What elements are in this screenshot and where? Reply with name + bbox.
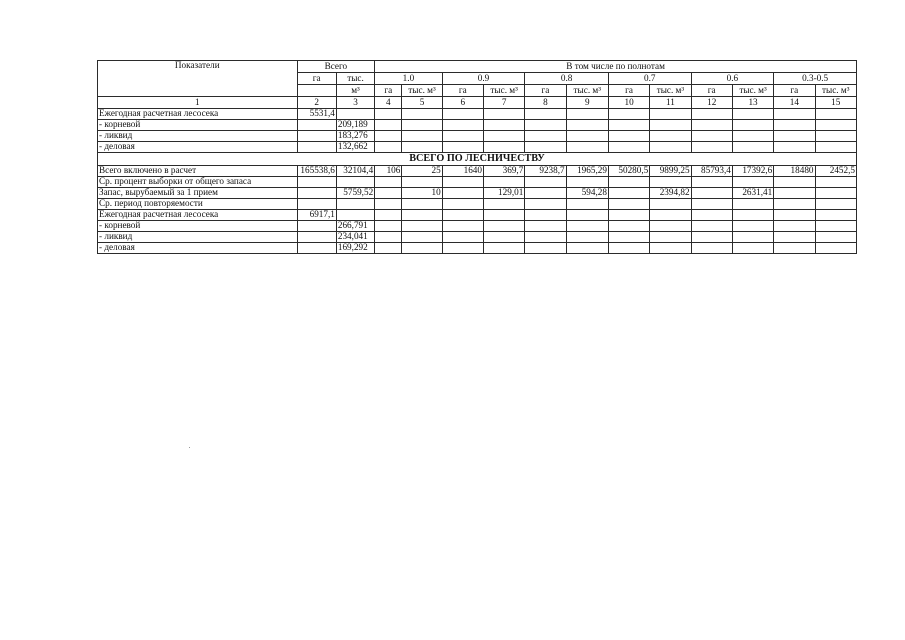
cell [566, 109, 608, 120]
cell [566, 199, 608, 210]
cell [732, 232, 773, 243]
col-number: 4 [375, 97, 402, 109]
cell [774, 120, 815, 131]
cell [774, 221, 815, 232]
table-row [98, 188, 857, 199]
cell [442, 243, 483, 254]
row-label: - деловая [98, 243, 298, 254]
cell [815, 243, 857, 254]
cell [815, 210, 857, 221]
header-ha: га [375, 85, 402, 97]
cell [650, 210, 691, 221]
table-body [98, 61, 857, 166]
cell: 5531,4 [297, 109, 336, 120]
cell [691, 131, 732, 142]
cell [566, 120, 608, 131]
header-m3: м³ [336, 85, 374, 97]
cell [650, 109, 691, 120]
cell: 129,01 [483, 188, 524, 199]
cell [483, 243, 524, 254]
cell [297, 221, 336, 232]
cell [732, 177, 773, 188]
cell [732, 221, 773, 232]
cell [402, 131, 442, 142]
header-thousand-m3: тыс. м³ [402, 85, 442, 97]
row-label: - корневой [98, 120, 298, 131]
cell [402, 109, 442, 120]
cell [442, 177, 483, 188]
cell [375, 221, 402, 232]
col-number: 2 [297, 97, 336, 109]
cell [402, 120, 442, 131]
cell [815, 142, 857, 153]
header-blank [297, 85, 336, 97]
cell [650, 221, 691, 232]
cell [608, 199, 649, 210]
row-label: Всего включено в расчет [98, 166, 298, 177]
cell [525, 221, 566, 232]
header-ha: га [297, 73, 336, 85]
header-ha: га [691, 85, 732, 97]
cell: 17392,6 [732, 166, 773, 177]
table-row [98, 142, 857, 153]
cell [732, 142, 773, 153]
table-row [98, 232, 857, 243]
cell [442, 120, 483, 131]
cell [774, 131, 815, 142]
cell [483, 177, 524, 188]
cell [566, 142, 608, 153]
header-ha: га [774, 85, 815, 97]
cell [402, 199, 442, 210]
cell [483, 210, 524, 221]
cell: 369,7 [483, 166, 524, 177]
cell [336, 109, 374, 120]
row-label: Ежегодная расчетная лесосека [98, 109, 298, 120]
cell [732, 109, 773, 120]
cell [442, 142, 483, 153]
cell [297, 232, 336, 243]
cell [375, 120, 402, 131]
col-number: 9 [566, 97, 608, 109]
cell: 2631,41 [732, 188, 773, 199]
scan-speck [189, 447, 190, 448]
col-number: 15 [815, 97, 857, 109]
cell [732, 199, 773, 210]
cell [691, 120, 732, 131]
cell [566, 177, 608, 188]
cell [442, 188, 483, 199]
cell [297, 188, 336, 199]
cell [691, 210, 732, 221]
cell [375, 243, 402, 254]
cell [691, 243, 732, 254]
forest-table [97, 60, 857, 254]
cell [375, 232, 402, 243]
cell: 106 [375, 166, 402, 177]
cell [483, 109, 524, 120]
cell [525, 232, 566, 243]
header-ha: га [525, 85, 566, 97]
row-label: Запас, вырубаемый за 1 прием [98, 188, 298, 199]
col-number: 8 [525, 97, 566, 109]
cell [774, 142, 815, 153]
cell [815, 109, 857, 120]
row-label: Ежегодная расчетная лесосека [98, 210, 298, 221]
col-number: 5 [402, 97, 442, 109]
cell [815, 177, 857, 188]
table-row [98, 131, 857, 142]
cell [297, 142, 336, 153]
cell [375, 199, 402, 210]
cell [732, 131, 773, 142]
cell [732, 243, 773, 254]
cell: 165538,6 [297, 166, 336, 177]
header-total: Всего [297, 61, 375, 73]
cell [336, 210, 374, 221]
cell [525, 142, 566, 153]
cell [732, 210, 773, 221]
cell: 209,189 [336, 120, 374, 131]
table-row [98, 221, 857, 232]
cell [375, 177, 402, 188]
table-row [98, 109, 857, 120]
cell [608, 120, 649, 131]
cell: 9899,25 [650, 166, 691, 177]
col-number: 1 [98, 97, 298, 109]
cell [650, 131, 691, 142]
cell [566, 243, 608, 254]
cell [525, 109, 566, 120]
col-number: 10 [608, 97, 649, 109]
cell [815, 188, 857, 199]
header-thousand-m3: тыс. м³ [566, 85, 608, 97]
cell [297, 120, 336, 131]
cell [650, 232, 691, 243]
cell [774, 109, 815, 120]
cell [402, 243, 442, 254]
row-label: - ликвид [98, 232, 298, 243]
cell [774, 177, 815, 188]
cell [402, 232, 442, 243]
cell: 10 [402, 188, 442, 199]
cell [691, 177, 732, 188]
cell [608, 177, 649, 188]
cell [815, 232, 857, 243]
cell [375, 109, 402, 120]
cell [691, 221, 732, 232]
cell [483, 120, 524, 131]
cell [375, 131, 402, 142]
cell [566, 131, 608, 142]
table-row [98, 199, 857, 210]
cell [608, 131, 649, 142]
header-indicators: Показатели [98, 61, 298, 97]
col-number: 6 [442, 97, 483, 109]
cell: 18480 [774, 166, 815, 177]
header-row-1 [98, 61, 857, 73]
cell [483, 199, 524, 210]
cell [732, 120, 773, 131]
cell: 5759,52 [336, 188, 374, 199]
cell [402, 210, 442, 221]
cell [566, 221, 608, 232]
section-title: ВСЕГО ПО ЛЕСНИЧЕСТВУ [98, 153, 857, 166]
cell [774, 199, 815, 210]
table-row [98, 210, 857, 221]
cell [525, 243, 566, 254]
header-density: 0.8 [525, 73, 609, 85]
row-label: Ср. процент выборки от общего запаса [98, 177, 298, 188]
cell [691, 232, 732, 243]
col-number: 3 [336, 97, 374, 109]
cell [774, 232, 815, 243]
cell [608, 232, 649, 243]
header-thousand: тыс. [336, 73, 374, 85]
cell [608, 188, 649, 199]
header-density: 0.6 [691, 73, 774, 85]
cell: 132,662 [336, 142, 374, 153]
cell [442, 210, 483, 221]
column-number-row [98, 97, 857, 109]
cell: 32104,4 [336, 166, 374, 177]
table-row [98, 243, 857, 254]
cell: 9238,7 [525, 166, 566, 177]
header-thousand-m3: тыс. м³ [483, 85, 524, 97]
cell [650, 142, 691, 153]
cell: 85793,4 [691, 166, 732, 177]
cell: 50280,5 [608, 166, 649, 177]
table-row [98, 166, 857, 177]
cell [650, 120, 691, 131]
cell: 266,791 [336, 221, 374, 232]
cell [525, 120, 566, 131]
cell [442, 109, 483, 120]
cell [375, 142, 402, 153]
cell [483, 221, 524, 232]
header-thousand-m3: тыс. м³ [815, 85, 857, 97]
cell [297, 243, 336, 254]
cell [815, 131, 857, 142]
header-thousand-m3: тыс. м³ [732, 85, 773, 97]
cell [815, 120, 857, 131]
cell [608, 109, 649, 120]
cell [525, 177, 566, 188]
table-row [98, 120, 857, 131]
row-label: - корневой [98, 221, 298, 232]
cell [525, 210, 566, 221]
cell [650, 199, 691, 210]
cell [691, 142, 732, 153]
cell [774, 210, 815, 221]
cell [608, 243, 649, 254]
cell [402, 177, 442, 188]
cell: 183,276 [336, 131, 374, 142]
cell [650, 177, 691, 188]
cell [691, 199, 732, 210]
col-number: 14 [774, 97, 815, 109]
cell [336, 199, 374, 210]
cell: 594,28 [566, 188, 608, 199]
cell [297, 199, 336, 210]
col-number: 12 [691, 97, 732, 109]
cell [566, 232, 608, 243]
cell [336, 177, 374, 188]
col-number: 13 [732, 97, 773, 109]
col-number: 7 [483, 97, 524, 109]
cell [691, 188, 732, 199]
section-title-row [98, 153, 857, 166]
header-density: 0.3-0.5 [774, 73, 857, 85]
cell [774, 188, 815, 199]
cell [442, 221, 483, 232]
header-density: 0.7 [608, 73, 691, 85]
header-by-density: В том числе по полнотам [375, 61, 857, 73]
cell [442, 232, 483, 243]
cell: 25 [402, 166, 442, 177]
cell [650, 243, 691, 254]
table-row [98, 177, 857, 188]
cell: 6917,1 [297, 210, 336, 221]
cell [297, 177, 336, 188]
row-label: - ликвид [98, 131, 298, 142]
header-ha: га [442, 85, 483, 97]
cell [525, 131, 566, 142]
cell [402, 142, 442, 153]
cell [525, 199, 566, 210]
cell [525, 188, 566, 199]
cell: 2394,82 [650, 188, 691, 199]
cell [774, 243, 815, 254]
row-label: Ср. период повторяемости [98, 199, 298, 210]
row-label: - деловая [98, 142, 298, 153]
cell: 1965,29 [566, 166, 608, 177]
cell [483, 142, 524, 153]
cell [297, 131, 336, 142]
cell [442, 199, 483, 210]
cell [483, 232, 524, 243]
header-density: 0.9 [442, 73, 525, 85]
cell [402, 221, 442, 232]
cell [691, 109, 732, 120]
cell: 169,292 [336, 243, 374, 254]
header-ha: га [608, 85, 649, 97]
cell [566, 210, 608, 221]
cell [608, 142, 649, 153]
cell [375, 210, 402, 221]
cell [442, 131, 483, 142]
header-thousand-m3: тыс. м³ [650, 85, 691, 97]
col-number: 11 [650, 97, 691, 109]
table-body-bottom [98, 166, 857, 254]
cell: 1640 [442, 166, 483, 177]
header-density: 1.0 [375, 73, 443, 85]
cell: 2452,5 [815, 166, 857, 177]
cell: 234,041 [336, 232, 374, 243]
cell [483, 131, 524, 142]
cell [815, 221, 857, 232]
cell [815, 199, 857, 210]
cell [608, 221, 649, 232]
cell [375, 188, 402, 199]
cell [608, 210, 649, 221]
